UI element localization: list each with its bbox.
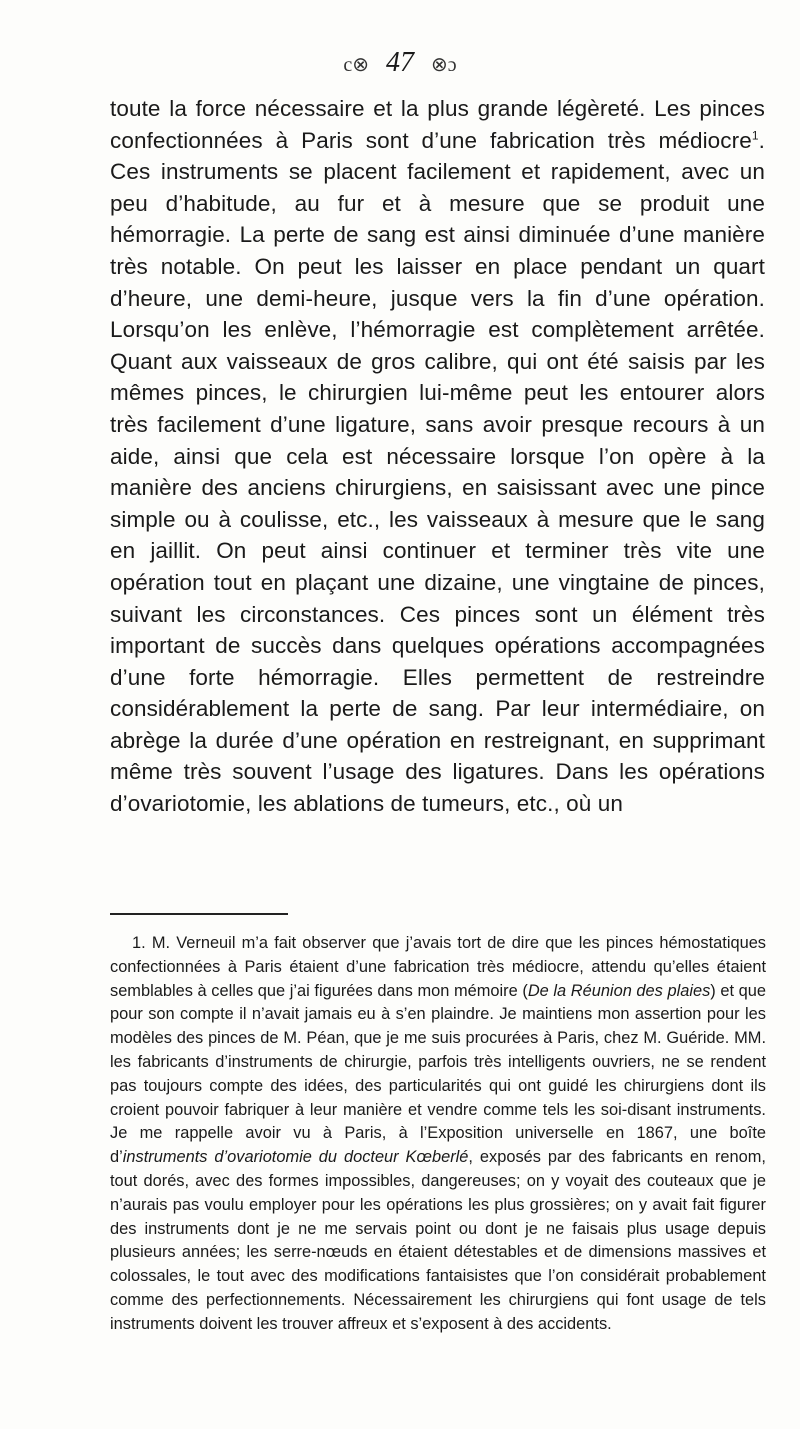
page-header [0, 48, 800, 80]
footnote-italic-title-1: De la Réunion des plaies [527, 981, 711, 1000]
body-text-part-2: . Ces instruments se placent facilement et rapidement, avec un peu d’habitude, au fur et à mesure que se produit une hémorragie. La perte de sang est ainsi diminuée d’une manière très notable. On peut les laisser en place pendant un quart d’heure, une demi-heure, jusque vers la fin d’une opération. Lorsqu’on les enlève, l’hémorragie est complètement arrêtée. Quant aux vaisseaux de gros calibre, qui ont été saisis par les mêmes pinces, le chirurgien lui-même peut les entourer alors très facilement d’une ligature, sans avoir presque recours à un aide, ainsi que cela est nécessaire lorsque l’on opère à la manière des anciens chirurgiens, en saisissant avec une pince simple ou à coulisse, etc., les vaisseaux à mesure que le sang en jaillit. On peut ainsi continuer et terminer très vite une opération tout en plaçant une dizaine, une vingtaine de pinces, suivant les circonstances. Ces pinces sont un élément très important de succès dans quelques opérations accompagnées d’une forte hémorragie. Elles permettent de restreindre considérablement la perte de sang. Par leur intermédiaire, on abrège la durée d’une opération en restreignant, en supprimant même très souvent l’usage des ligatures. Dans les opérations d’ovariotomie, les ablations de tumeurs, etc., où un [110, 127, 765, 817]
footnote-italic-title-2: instruments d’ovariotomie du docteur Kœberlé [122, 1148, 469, 1167]
body-text-part-1: toute la force nécessaire et la plus grande légèreté. Les pinces confectionnées à Paris sont d’une fabrication très médiocre [110, 96, 765, 153]
footnote-text-part-1: 1. M. Verneuil m’a fait observer que j’avais tort de dire que les pinces hémostatiques confectionnées à Paris étaient d’une fabrication très médiocre, attendu qu’elles étaient semblables à celles que j’ai figurées dans mon mémoire ( [110, 934, 766, 1000]
footnote-separator [110, 913, 288, 915]
main-text [110, 93, 765, 820]
body-paragraph [110, 93, 765, 820]
ornament-right-icon: ⊗ɔ [431, 54, 457, 76]
footnote-text-part-2: ) et que pour son compte il n’avait jamais eu à s’en plaindre. Je maintiens mon assertion pour les modèles des pinces de M. Péan, que je me suis procurées à Paris, chez M. Guéride. MM. les fabricants d’instruments de chirurgie, parfois très intelligents ouvriers, ne se rendent pas toujours compte des idées, des particularités qui ont guidé les chirurgiens dont ils croient pouvoir fabriquer à leur manière et vendre comme tels les soi-disant instruments. Je me rappelle avoir vu à Paris, à l’Exposition universelle en 1867, une boîte d’ [110, 981, 767, 1167]
footnote-paragraph [110, 932, 766, 1337]
footnote [110, 932, 766, 1337]
page-number: 47 [386, 47, 414, 78]
footnote-text-part-3: , exposés par des fabricants en renom, tout dorés, avec des formes impossibles, dangereuses; on y voyait des couteaux que je n’aurais pas voulu employer pour les opérations les plus grossières; on y avait fait figurer des instruments dont je ne me servais point ou dont je ne faisais plus usage depuis plusieurs années; les serre-nœuds en étaient détestables et de dimensions massives et colossales, le tout avec des modifications fantaisistes que l’on considérait probablement comme des perfectionnements. Nécessairement les chirurgiens qui font usage de tels instruments doivent les trouver affreux et s’exposent à des accidents. [110, 1148, 766, 1333]
ornament-left-icon: c⊗ [343, 54, 369, 76]
footnote-reference: 1 [751, 128, 759, 143]
